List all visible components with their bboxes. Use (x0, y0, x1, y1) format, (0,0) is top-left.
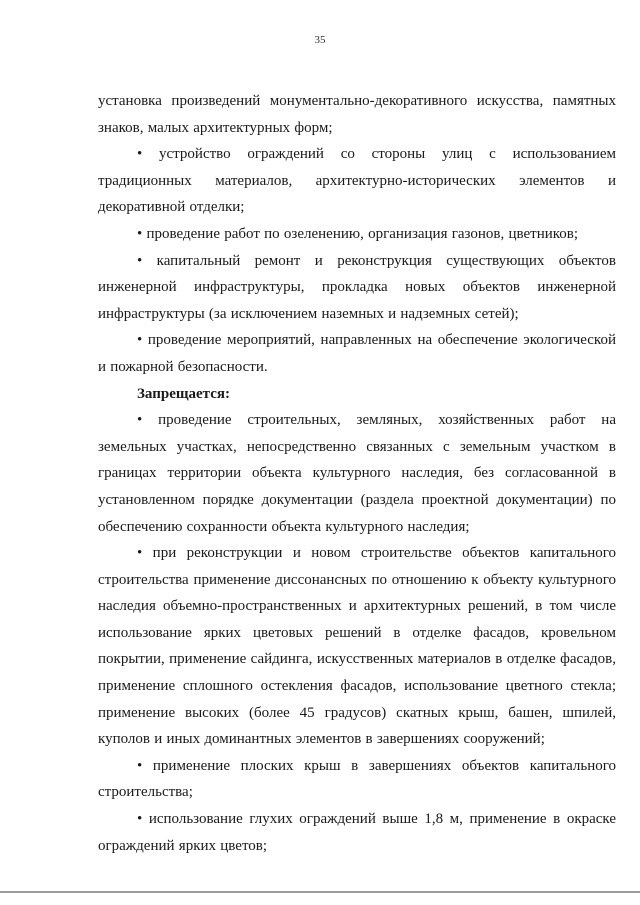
document-body (98, 88, 616, 859)
paragraph-prohibited-works: • проведение строительных, земляных, хозяйственных работ на земельных участках, непосредственно связанных с земельным участком в границах территории объекта культурного наследия, без согласованной в установленном порядке документации (раздела проектной документации) по обеспечению сохранности объекта культурного наследия; (98, 412, 616, 535)
section-heading-prohibited: Запрещается: (137, 385, 231, 402)
paragraph-prohibited-fences: • использование глухих ограждений выше 1,8 м, применение в окраске ограждений ярких цветов; (98, 811, 616, 854)
paragraph-landscaping: • проведение работ по озеленению, организация газонов, цветников; (137, 225, 579, 242)
paragraph-prohibited-dissonant-solutions: • при реконструкции и новом строительстве объектов капитального строительства применение диссонансных по отношению к объекту культурного наследия объемно-пространственных и архитектурных решений, в том числе использование ярких цветовых решений в отделке фасадов, кровельном покрытии, применение сайдинга, искусственных материалов в отделке фасадов, применение сплошного остекления фасадов, использование цветного стекла; применение высоких (более 45 градусов) скатных крыш, башен, шпилей, куполов и иных доминантных элементов в завершениях сооружений; (98, 545, 616, 748)
paragraph-monument-installation: установка произведений монументально-декоративного искусства, памятных знаков, малых архитектурных форм; (98, 93, 616, 136)
scan-bottom-edge (0, 891, 640, 893)
paragraph-prohibited-flat-roofs: • применение плоских крыш в завершениях объектов капитального строительства; (98, 757, 616, 801)
page-number: 35 (314, 34, 326, 46)
paragraph-safety-measures: • проведение мероприятий, направленных на обеспечение экологической и пожарной безопасности. (98, 332, 616, 375)
paragraph-fence-construction: • устройство ограждений со стороны улиц с использованием традиционных материалов, архитектурно-исторических элементов и декоративной отделки; (98, 146, 616, 216)
paragraph-infrastructure-repair: • капитальный ремонт и реконструкция существующих объектов инженерной инфраструктуры, прокладка новых объектов инженерной инфраструктуры (за исключением наземных и надземных сетей); (98, 252, 616, 322)
